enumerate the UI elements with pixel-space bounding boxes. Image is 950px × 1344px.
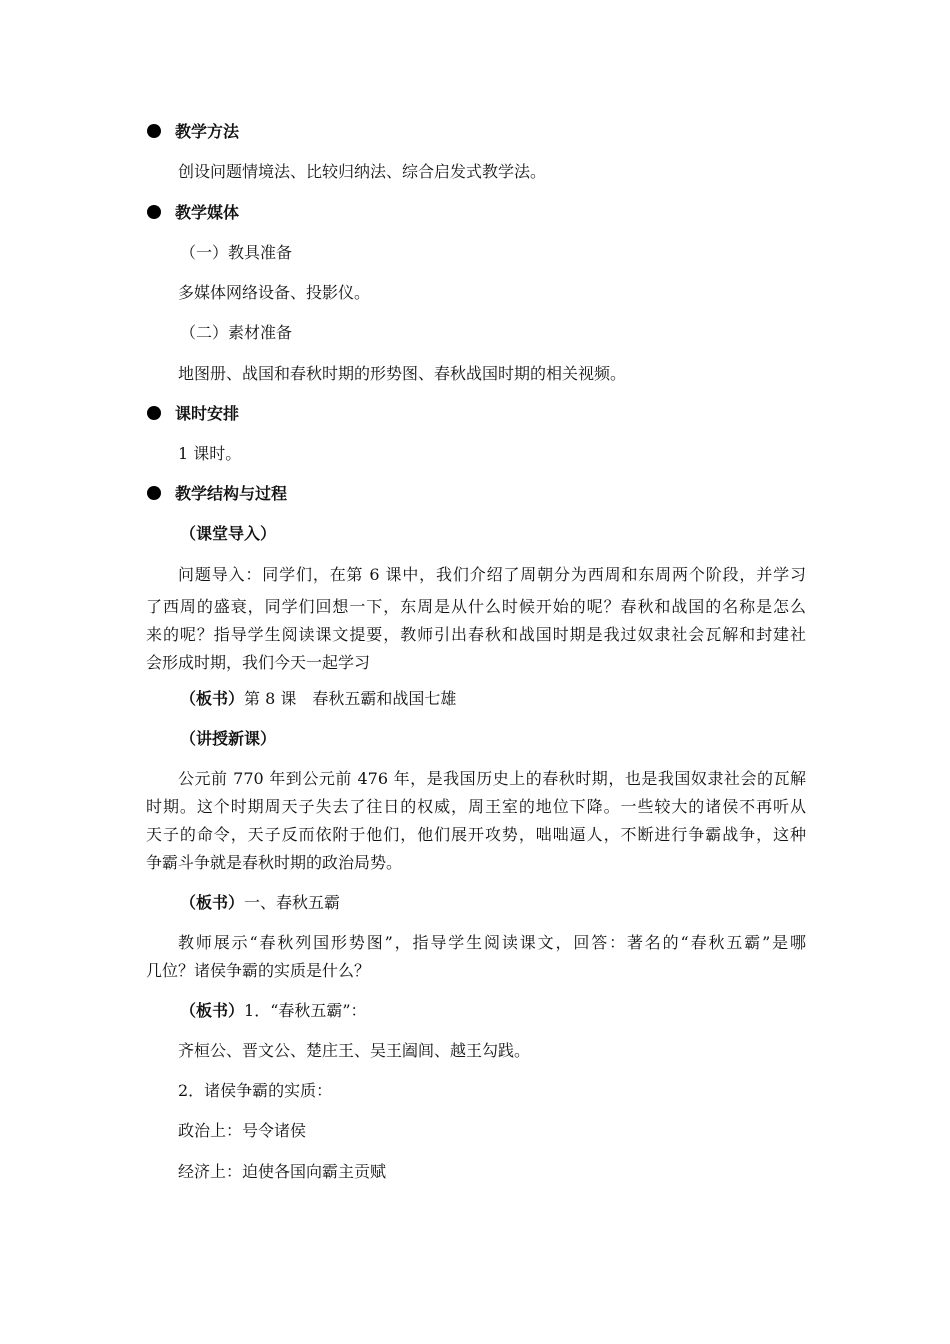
- new-lesson-line: 时期。这个时期周天子失去了往日的权威，周王室的地位下降。一些较大的诸侯不再听从: [146, 797, 806, 816]
- intro-line: 问题导入：同学们，在第 6 课中，我们介绍了周朝分为西周和东周两个阶段，并学习: [178, 565, 806, 584]
- heading-schedule: 课时安排: [147, 403, 239, 425]
- heading-teaching-media: 教学媒体: [147, 202, 239, 224]
- media-sub1-text: 多媒体网络设备、投影仪。: [178, 283, 371, 302]
- economy-text: 经济上：迫使各国向霸主贡赋: [178, 1162, 387, 1181]
- heading-process: 教学结构与过程: [147, 483, 287, 505]
- intro-line: 来的呢？指导学生阅读课文提要，教师引出春秋和战国时期是我过奴隶社会瓦解和封建社: [146, 625, 806, 644]
- new-lesson-line: 争霸斗争就是春秋时期的政治局势。: [146, 853, 403, 872]
- bullet-icon: [147, 205, 161, 219]
- board-hegemons-list-title: （板书）1．“春秋五霸”：: [180, 1001, 367, 1020]
- media-sub1: （一）教具准备: [180, 243, 293, 262]
- politics-text: 政治上：号令诸侯: [178, 1121, 307, 1140]
- bullet-icon: [147, 486, 161, 500]
- intro-line: 会形成时期，我们今天一起学习: [146, 653, 371, 672]
- media-sub2-text: 地图册、战国和春秋时期的形势图、春秋战国时期的相关视频。: [178, 364, 627, 383]
- five-hegemons-text: 齐桓公、晋文公、楚庄王、吴王阖闾、越王勾践。: [178, 1041, 531, 1060]
- method-text: 创设问题情境法、比较归纳法、综合启发式教学法。: [178, 162, 547, 181]
- media-sub2: （二）素材准备: [180, 323, 293, 342]
- essence-title: 2．诸侯争霸的实质：: [178, 1081, 333, 1100]
- schedule-text: 1 课时。: [178, 444, 242, 463]
- teacher-line: 教师展示“春秋列国形势图”，指导学生阅读课文，回答：著名的“春秋五霸”是哪: [178, 933, 806, 952]
- new-lesson-line: 天子的命令，天子反而依附于他们，他们展开攻势，咄咄逼人，不断进行争霸战争，这种: [146, 825, 806, 844]
- bullet-icon: [147, 406, 161, 420]
- new-lesson-line: 公元前 770 年到公元前 476 年，是我国历史上的春秋时期，也是我国奴隶社会的瓦解: [178, 769, 806, 788]
- new-lesson-label: （讲授新课）: [180, 729, 277, 748]
- intro-line: 了西周的盛衰，同学们回想一下，东周是从什么时候开始的呢？春秋和战国的名称是怎么: [146, 597, 806, 616]
- teacher-line: 几位？诸侯争霸的实质是什么？: [146, 961, 371, 980]
- board-lesson-title: （板书）第 8 课 春秋五霸和战国七雄: [180, 689, 457, 708]
- heading-teaching-method: 教学方法: [147, 121, 239, 143]
- intro-label: （课堂导入）: [180, 524, 277, 543]
- board-five-hegemons: （板书）一、春秋五霸: [180, 893, 341, 912]
- bullet-icon: [147, 124, 161, 138]
